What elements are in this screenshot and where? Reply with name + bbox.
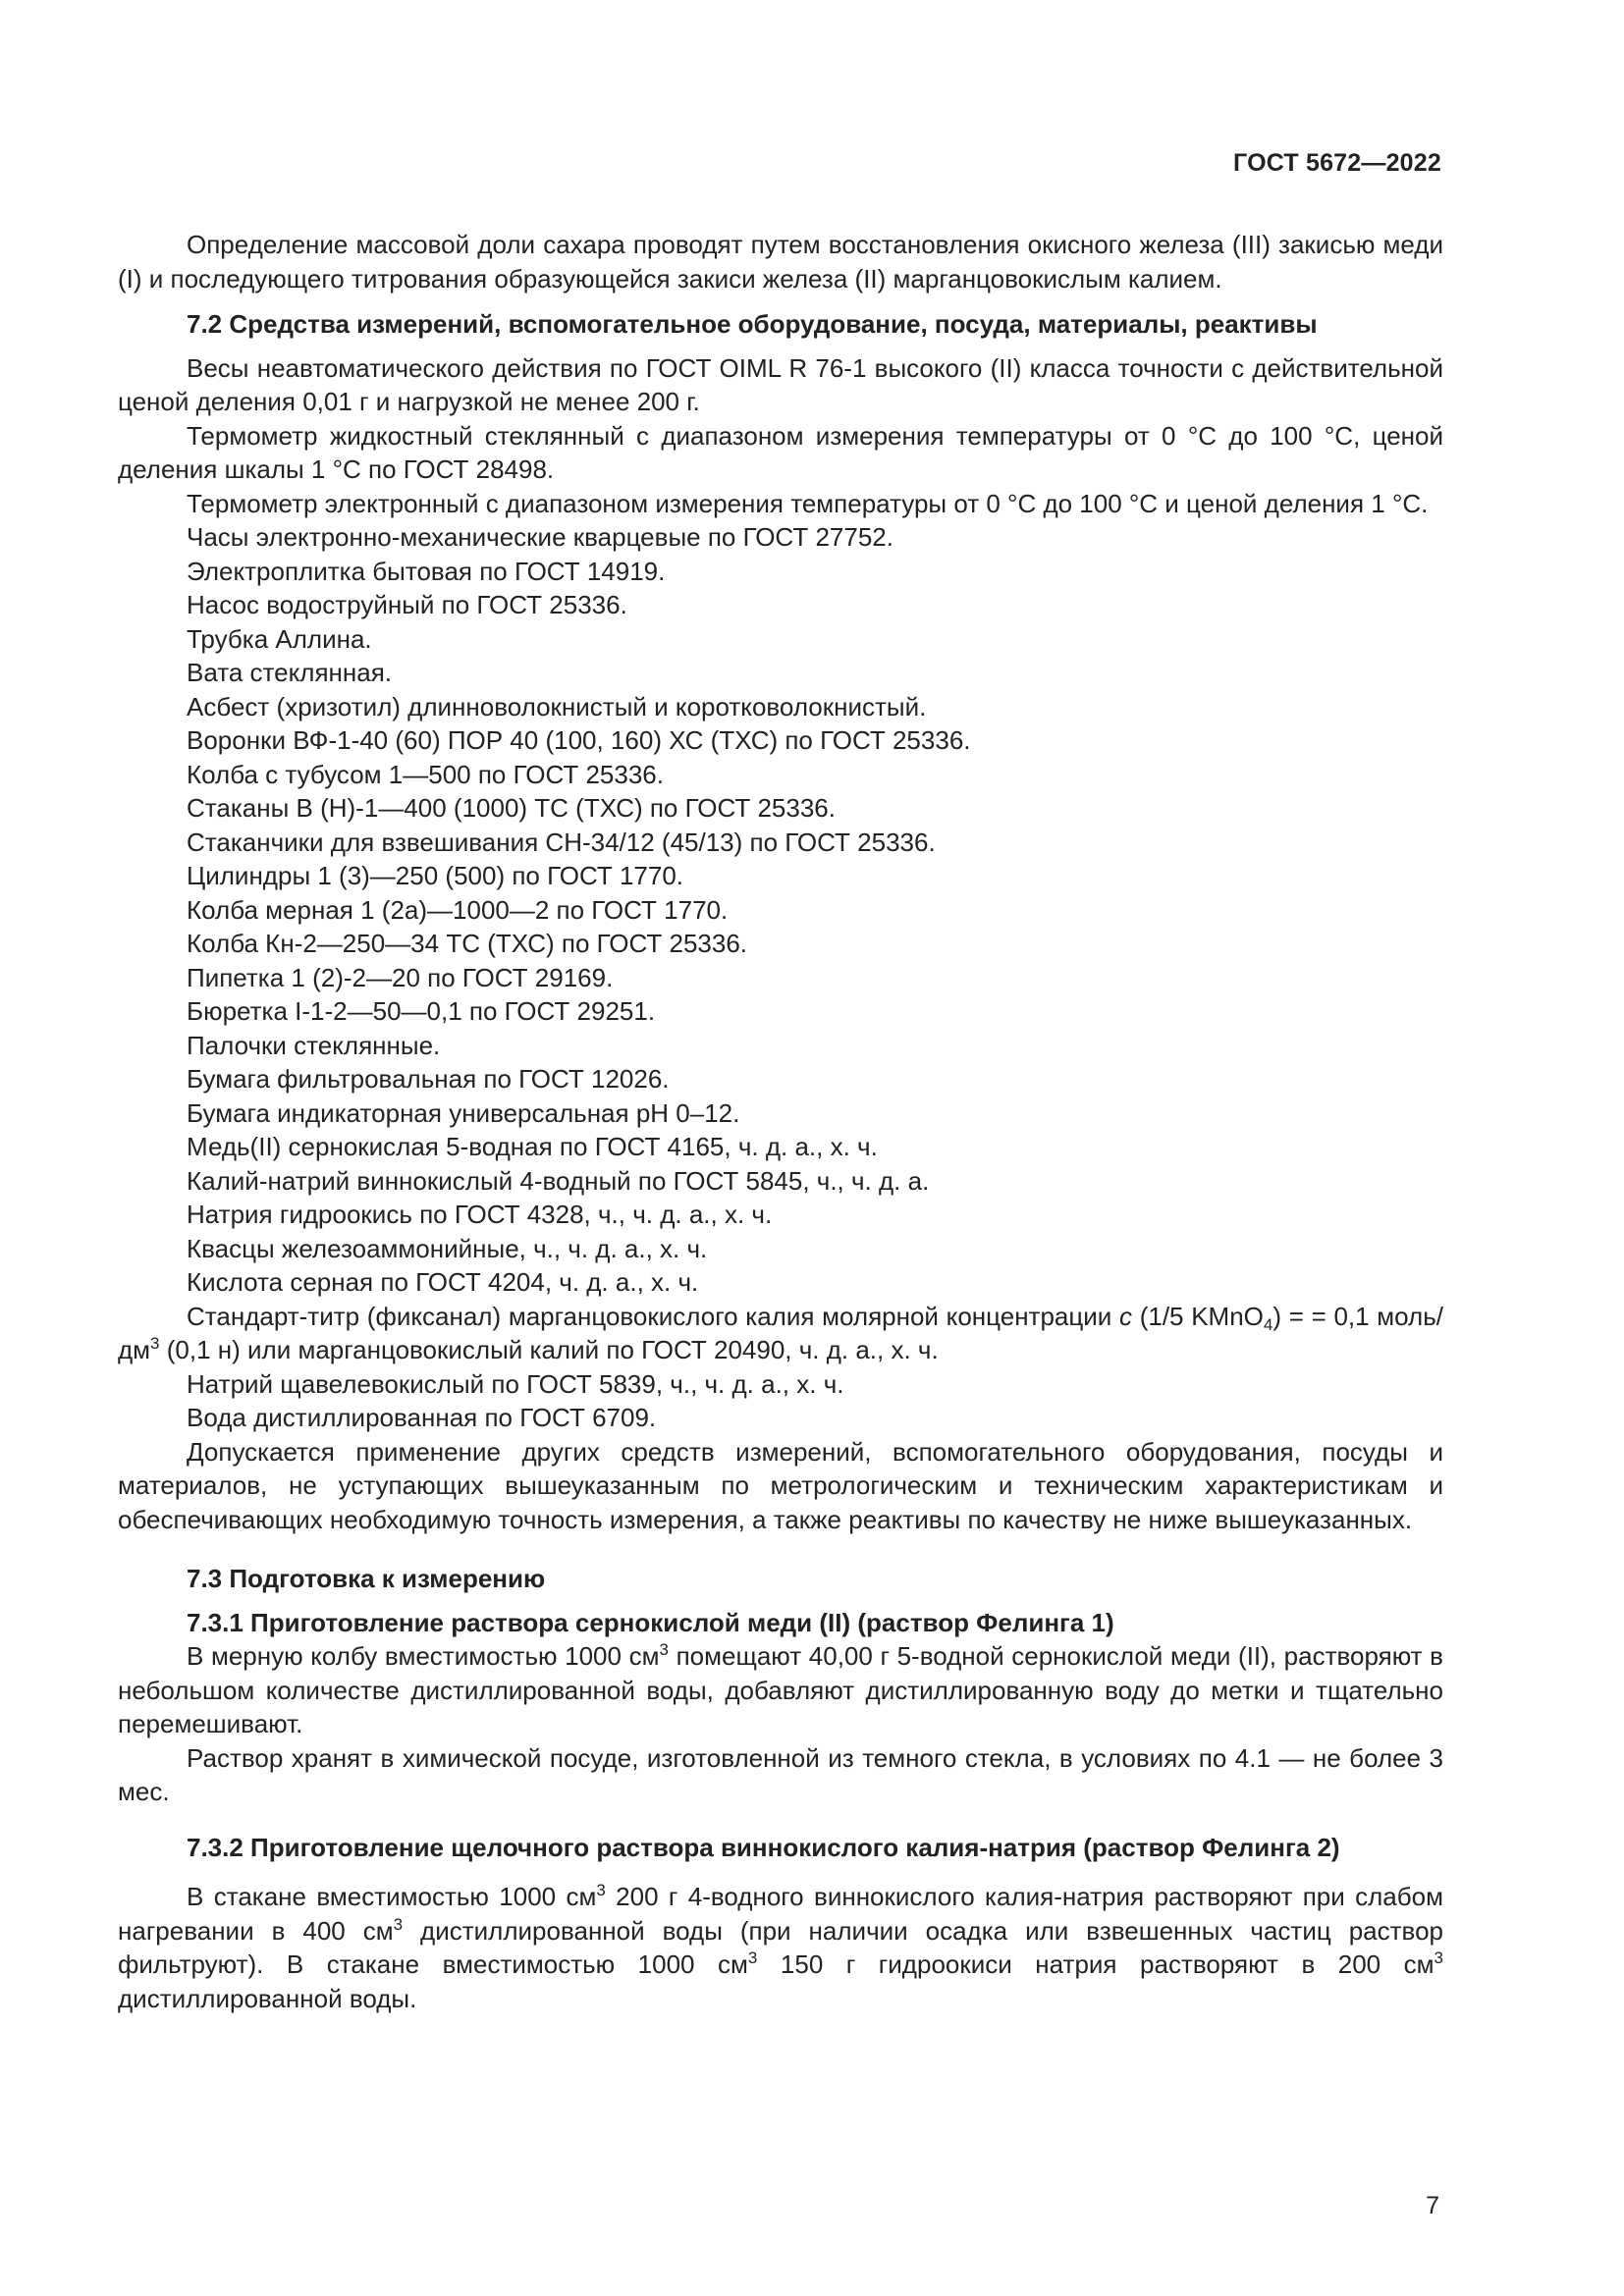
- fixanal-text-1: Стандарт-титр (фиксанал) марганцовокислого калия молярной концентрации: [187, 1301, 1120, 1331]
- superscript-3: 3: [393, 1914, 404, 1934]
- fehling-2-text-a: В стакане вместимостью 1000 см: [187, 1882, 597, 1911]
- fehling-2-paragraph: [118, 1880, 1443, 2015]
- fehling-2-text-b: 200 г 4-водного виннокислого калия-натрия растворяют при слабом нагревании в 400 см: [118, 1882, 1443, 1946]
- equipment-item: Часы электронно-механические кварцевые по ГОСТ 27752.: [187, 522, 893, 552]
- fixanal-text-3: ) = = 0,1 моль/дм: [118, 1301, 1443, 1364]
- equipment-item: Асбест (хризотил) длинноволокнистый и коротковолокнистый.: [187, 691, 927, 721]
- reagent-item: Натрий щавелевокислый по ГОСТ 5839, ч., ч. д. а., х. ч.: [187, 1368, 844, 1399]
- fixanal-text-2: (1/5 KMnO: [1132, 1301, 1264, 1331]
- fehling-1-paragraph: [118, 1639, 1443, 1741]
- equipment-item: Колба с тубусом 1—500 по ГОСТ 25336.: [187, 759, 664, 789]
- fixanal-text-4: (0,1 н) или марганцовокислый калий по ГОСТ 20490, ч. д. а., х. ч.: [159, 1335, 939, 1364]
- equipment-item: Стаканчики для взвешивания СН-34/12 (45/13) по ГОСТ 25336.: [187, 827, 936, 857]
- equipment-item: Воронки ВФ-1-40 (60) ПОР 40 (100, 160) ХС (ТХС) по ГОСТ 25336.: [187, 725, 971, 755]
- equipment-item: Бюретка I-1-2—50—0,1 по ГОСТ 29251.: [187, 996, 656, 1026]
- section-7-2-heading: 7.2 Средства измерений, вспомогательное оборудование, посуда, материалы, реактивы: [187, 309, 1318, 339]
- reagent-item: Квасцы железоаммонийные, ч., ч. д. а., х. ч.: [187, 1233, 708, 1263]
- page-header-standard-code: ГОСТ 5672—2022: [1233, 149, 1441, 177]
- equipment-item: Колба мерная 1 (2а)—1000—2 по ГОСТ 1770.: [187, 894, 729, 925]
- storage-paragraph: Раствор хранят в химической посуде, изготовленной из темного стекла, в условиях по 4.1 — не более 3 мес.: [118, 1742, 1443, 1806]
- reagent-item: Кислота серная по ГОСТ 4204, ч. д. а., х. ч.: [187, 1267, 699, 1297]
- fehling-2-text-c: дистиллированной воды (при наличии осадка или взвешенных частиц раствор фильтруют). В стакане вместимостью 1000 см: [118, 1915, 1443, 1979]
- equipment-item: Цилиндры 1 (3)—250 (500) по ГОСТ 1770.: [187, 861, 684, 890]
- superscript-3: 3: [596, 1881, 606, 1899]
- equipment-item: Колба Кн-2—250—34 ТС (ТХС) по ГОСТ 25336.: [187, 929, 748, 958]
- fehling-1-text-b: помещают 40,00 г 5-водной сернокислой меди (II), растворяют в небольшом количестве дистиллированной воды, добавляют дистиллированную воду до метки и тщательно перемешивают.: [118, 1641, 1443, 1738]
- equipment-item: Стаканы В (Н)-1—400 (1000) ТС (ТХС) по ГОСТ 25336.: [187, 793, 836, 823]
- equipment-item: Пипетка 1 (2)-2—20 по ГОСТ 29169.: [187, 962, 614, 992]
- liquid-thermometer-paragraph: Термометр жидкостный стеклянный с диапазоном измерения температуры от 0 °С до 100 °С, ценой деления шкалы 1 °С по ГОСТ 28498.: [118, 420, 1443, 484]
- reagent-item: Калий-натрий виннокислый 4-водный по ГОСТ 5845, ч., ч. д. а.: [187, 1165, 930, 1196]
- equipment-item: Трубка Аллина.: [187, 623, 372, 654]
- concentration-symbol: c: [1119, 1301, 1133, 1331]
- superscript-3: 3: [150, 1334, 160, 1353]
- equipment-item: Бумага фильтровальная по ГОСТ 12026.: [187, 1064, 670, 1094]
- allowed-substitutes-paragraph: Допускается применение других средств измерений, вспомогательного оборудования, посуды и материалов, не уступающих вышеуказанным по метрологическим и техническим характеристикам и обеспечивающих необходимую точность измерения, а также реактивы по качеству не ниже вышеуказанных.: [118, 1436, 1443, 1534]
- fehling-2-text-e: дистиллированной воды.: [118, 1983, 417, 2013]
- fixanal-paragraph: [118, 1300, 1443, 1367]
- section-7-3-heading: 7.3 Подготовка к измерению: [187, 1564, 546, 1593]
- page-number: 7: [1426, 2192, 1439, 2219]
- intro-paragraph: Определение массовой доли сахара проводят путем восстановления окисного железа (III) закисью меди (I) и последующего титрования образующейся закиси железа (II) марганцовокислым калием.: [118, 230, 1443, 294]
- equipment-item: Вата стеклянная.: [187, 658, 393, 687]
- equipment-item: Бумага индикаторная универсальная pH 0–12.: [187, 1097, 740, 1128]
- reagent-item: Натрия гидроокись по ГОСТ 4328, ч., ч. д. а., х. ч.: [187, 1200, 773, 1229]
- document-body: [118, 228, 1443, 2015]
- section-7-3-1-heading: 7.3.1 Приготовление раствора сернокислой меди (II) (раствор Фелинга 1): [187, 1607, 1114, 1637]
- superscript-3: 3: [1434, 1949, 1444, 1967]
- reagent-item: Медь(II) сернокислая 5-водная по ГОСТ 4165, ч. д. а., х. ч.: [187, 1132, 878, 1161]
- equipment-item: Палочки стеклянные.: [187, 1030, 441, 1060]
- scales-paragraph: Весы неавтоматического действия по ГОСТ OIML R 76-1 высокого (II) класса точности с действительной ценой деления 0,01 г и нагрузкой не менее 200 г.: [118, 352, 1443, 416]
- superscript-3: 3: [747, 1949, 758, 1967]
- superscript-3: 3: [659, 1640, 669, 1659]
- electronic-thermometer-paragraph: Термометр электронный с диапазоном измерения температуры от 0 °С до 100 °С и ценой деления 1 °С.: [187, 488, 1429, 518]
- reagent-item: Вода дистиллированная по ГОСТ 6709.: [187, 1403, 657, 1432]
- section-7-3-2-heading: 7.3.2 Приготовление щелочного раствора виннокислого калия-натрия (раствор Фелинга 2): [187, 1832, 1340, 1862]
- subscript-4: 4: [1263, 1314, 1273, 1334]
- fehling-2-text-d: 150 г гидроокиси натрия растворяют в 200 см: [757, 1949, 1435, 1979]
- equipment-item: Электроплитка бытовая по ГОСТ 14919.: [187, 556, 666, 586]
- equipment-item: Насос водоструйный по ГОСТ 25336.: [187, 590, 627, 619]
- fehling-1-text-a: В мерную колбу вместимостью 1000 см: [187, 1641, 660, 1671]
